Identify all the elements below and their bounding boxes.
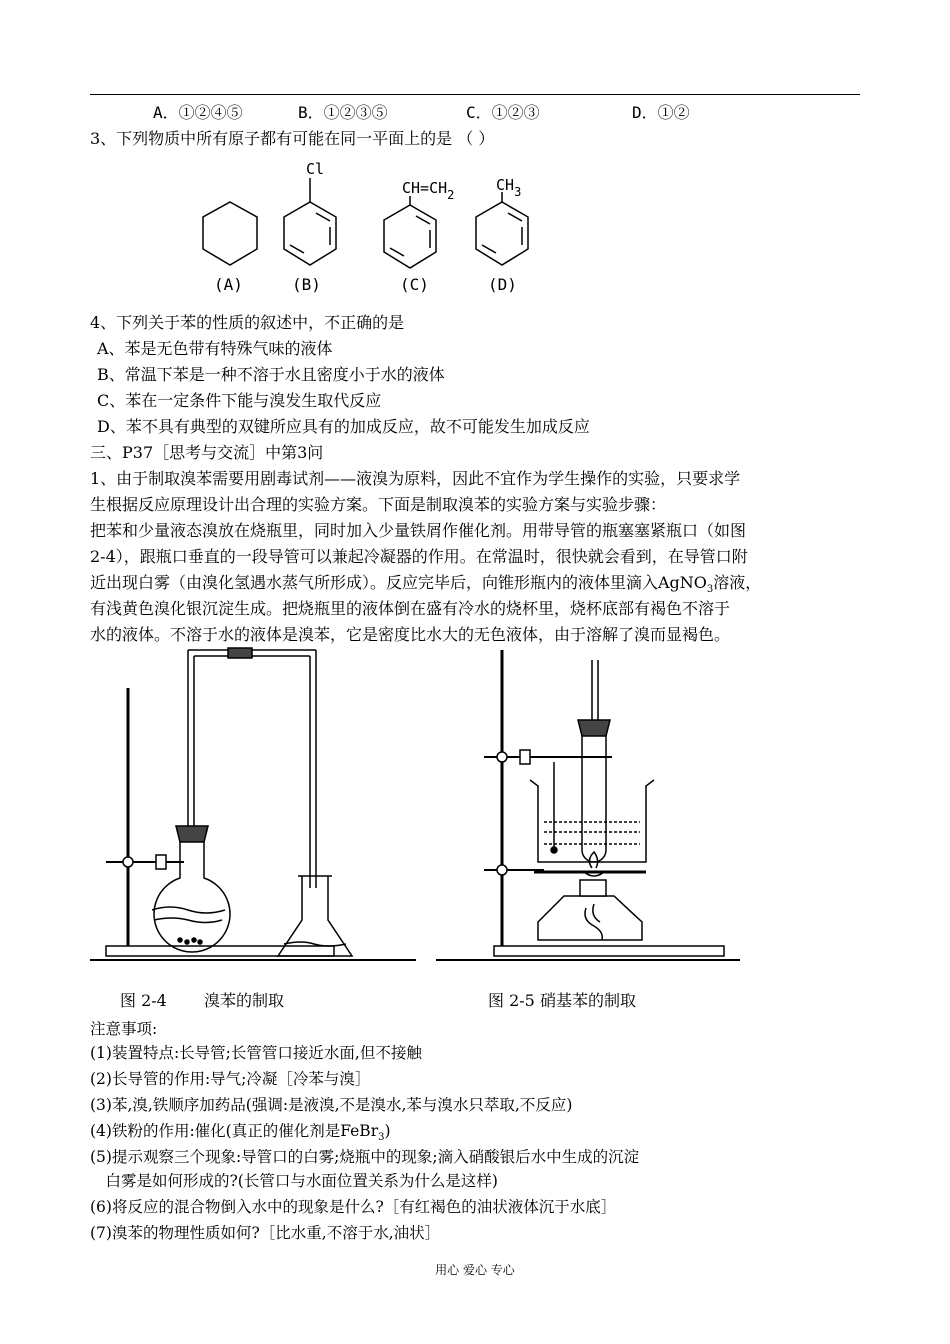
q4-option-c: C、苯在一定条件下能与溴发生取代反应 — [97, 391, 382, 410]
q3-stem: 3、下列物质中所有原子都有可能在同一平面上的是 （ ） — [90, 129, 495, 148]
note-item-1: (1)装置特点:长导管;长管管口接近水面,但不接触 — [90, 1044, 422, 1062]
toluene-structure — [476, 192, 528, 265]
top-rule — [90, 94, 860, 95]
note-item-2: (2)长导管的作用:导气;冷凝［冷苯与溴］ — [90, 1070, 371, 1088]
chlorobenzene-structure — [284, 178, 336, 265]
figure-nitrobenzene-apparatus — [434, 640, 744, 965]
note-item-5: (5)提示观察三个现象:导管口的白雾;烧瓶中的现象;滴入硝酸银后水中生成的沉淀 — [90, 1148, 640, 1166]
section3-para1-line1: 1、由于制取溴苯需要用剧毒试剂——液溴为原料，因此不宜作为学生操作的实验，只要求学 — [90, 469, 741, 488]
q4-stem: 4、下列关于苯的性质的叙述中，不正确的是 — [90, 313, 405, 332]
label-c: (C) — [400, 275, 429, 294]
figure-2-4-caption: 图 2-4 溴苯的制取 — [120, 991, 284, 1010]
note-item-4: (4)铁粉的作用:催化(真正的催化剂是FeBr$_3$) — [90, 1122, 391, 1144]
q4-option-b: B、常温下苯是一种不溶于水且密度小于水的液体 — [97, 365, 445, 384]
notes-heading: 注意事项: — [90, 1020, 158, 1038]
cyclohexane-structure — [203, 202, 257, 265]
page-footer: 用心 爱心 专心 — [435, 1263, 515, 1277]
q4-option-d: D、苯不具有典型的双键所应具有的加成反应，故不可能发生加成反应 — [97, 417, 590, 436]
figure-2-5-caption: 图 2-5 硝基苯的制取 — [488, 991, 636, 1010]
section3-para2-line2: 2-4），跟瓶口垂直的一段导管可以兼起冷凝器的作用。在常温时，很快就会看到，在导管口附 — [90, 547, 748, 566]
styrene-structure — [384, 196, 436, 268]
substituent-methyl: $CH_3$ — [496, 176, 522, 199]
q3-structures — [190, 160, 570, 300]
label-a: (A) — [214, 275, 243, 294]
q2-option-b: B．①②③⑤ — [298, 103, 388, 122]
section3-para2-line1: 把苯和少量液态溴放在烧瓶里，同时加入少量铁屑作催化剂。用带导管的瓶塞塞紧瓶口（如图 — [90, 521, 747, 540]
section3-para2-line3: 近出现白雾（由溴化氢遇水蒸气所形成）。反应完毕后，向锥形瓶内的液体里滴入AgNO$_3$溶液， — [90, 573, 762, 596]
section3-heading: 三、P37［思考与交流］中第3问 — [90, 443, 324, 462]
q2-option-a: A．①②④⑤ — [153, 103, 243, 122]
note-item-5-cont: 白雾是如何形成的?(长管口与水面位置关系为什么是这样) — [90, 1172, 498, 1190]
note-item-3: (3)苯,溴,铁顺序加药品(强调:是液溴,不是溴水,苯与溴水只萃取,不反应) — [90, 1096, 573, 1114]
section3-para2-line4: 有浅黄色溴化银沉淀生成。把烧瓶里的液体倒在盛有冷水的烧杯里，烧杯底部有褐色不溶于 — [90, 599, 731, 618]
q4-option-a: A、苯是无色带有特殊气味的液体 — [97, 339, 333, 358]
label-d: (D) — [488, 275, 517, 294]
label-b: (B) — [292, 275, 321, 294]
note-item-7: (7)溴苯的物理性质如何?［比水重,不溶于水,油状］ — [90, 1224, 441, 1242]
section3-para1-line2: 生根据反应原理设计出合理的实验方案。下面是制取溴苯的实验方案与实验步骤： — [90, 495, 667, 514]
q2-option-d: D．①② — [632, 103, 690, 122]
substituent-cl: Cl — [306, 160, 325, 178]
q2-option-c: C．①②③ — [466, 103, 540, 122]
note-item-6: (6)将反应的混合物倒入水中的现象是什么?［有红褐色的油状液体沉于水底］ — [90, 1198, 617, 1216]
substituent-vinyl: $CH=CH_2$ — [402, 179, 455, 202]
section3-para2-line5: 水的液体。不溶于水的液体是溴苯，它是密度比水大的无色液体，由于溶解了溴而显褐色。 — [90, 625, 731, 644]
figure-bromobenzene-apparatus — [88, 640, 418, 965]
